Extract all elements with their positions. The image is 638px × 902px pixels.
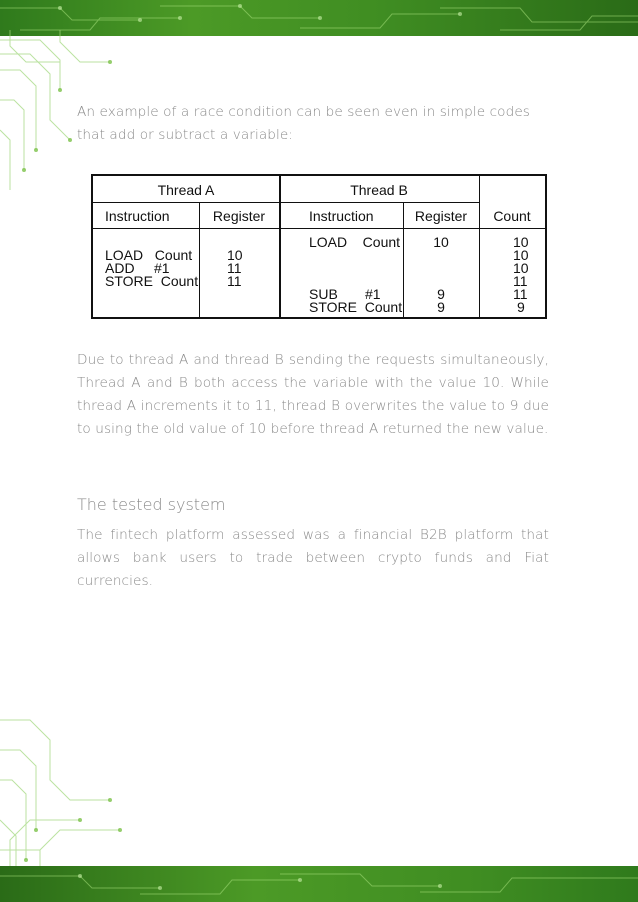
intro-paragraph: An example of a race condition can be seen even in simple codes that add or subtract a variable: xyxy=(77,104,530,143)
circuit-decoration-icon xyxy=(0,700,130,870)
thread-a-instruction-0: LOAD Count xyxy=(105,247,193,263)
count-value-2: 10 xyxy=(513,260,529,276)
thread-b-register-0: 9 xyxy=(437,286,445,302)
circuit-pattern-icon xyxy=(0,0,638,36)
thread-a-header: Thread A xyxy=(157,182,215,198)
thread-b-instruction-1: STORE Count xyxy=(309,299,403,315)
thread-a-register-1: 11 xyxy=(227,260,242,276)
thread-a-instruction-2: STORE Count xyxy=(105,273,199,289)
section-heading: The tested system xyxy=(77,495,226,514)
thread-a-register-0: 10 xyxy=(227,247,243,263)
circuit-pattern-icon xyxy=(0,866,638,902)
count-header: Count xyxy=(493,208,531,224)
table-divider xyxy=(479,176,480,317)
thread-a-register-2: 11 xyxy=(227,273,242,289)
thread-b-register-header: Register xyxy=(414,208,468,224)
top-green-band xyxy=(0,0,638,36)
count-value-5: 9 xyxy=(517,299,525,315)
thread-a-instruction-1: ADD #1 xyxy=(105,260,170,276)
count-value-1: 10 xyxy=(513,247,529,263)
thread-b-register-1: 9 xyxy=(437,299,445,315)
count-value-3: 11 xyxy=(513,273,528,289)
thread-b-instruction-top: LOAD Count xyxy=(309,234,401,250)
bottom-green-band xyxy=(0,866,638,902)
section-paragraph: The fintech platform assessed was a financial B2B platform that allows bank users to trade between crypto funds and Fiat currencies. xyxy=(77,527,549,589)
thread-b-header: Thread B xyxy=(350,182,408,198)
explanation-paragraph: Due to thread A and thread B sending the requests simultaneously, Thread A and B both access the variable with the value 10. While thread A increments it to 11, thread B overwrites the value to 9 due to using the old value of 10 before thread A returned the new value. xyxy=(77,352,549,437)
thread-a-instruction-header: Instruction xyxy=(105,208,170,224)
thread-b-instruction-header: Instruction xyxy=(309,208,374,224)
table-divider xyxy=(93,202,479,203)
count-value-0: 10 xyxy=(513,234,529,250)
count-value-4: 11 xyxy=(513,286,528,302)
thread-b-register-top: 10 xyxy=(433,234,449,250)
thread-b-instruction-0: SUB #1 xyxy=(309,286,381,302)
table-divider xyxy=(93,228,545,229)
thread-a-register-header: Register xyxy=(212,208,266,224)
race-condition-table xyxy=(91,174,547,319)
